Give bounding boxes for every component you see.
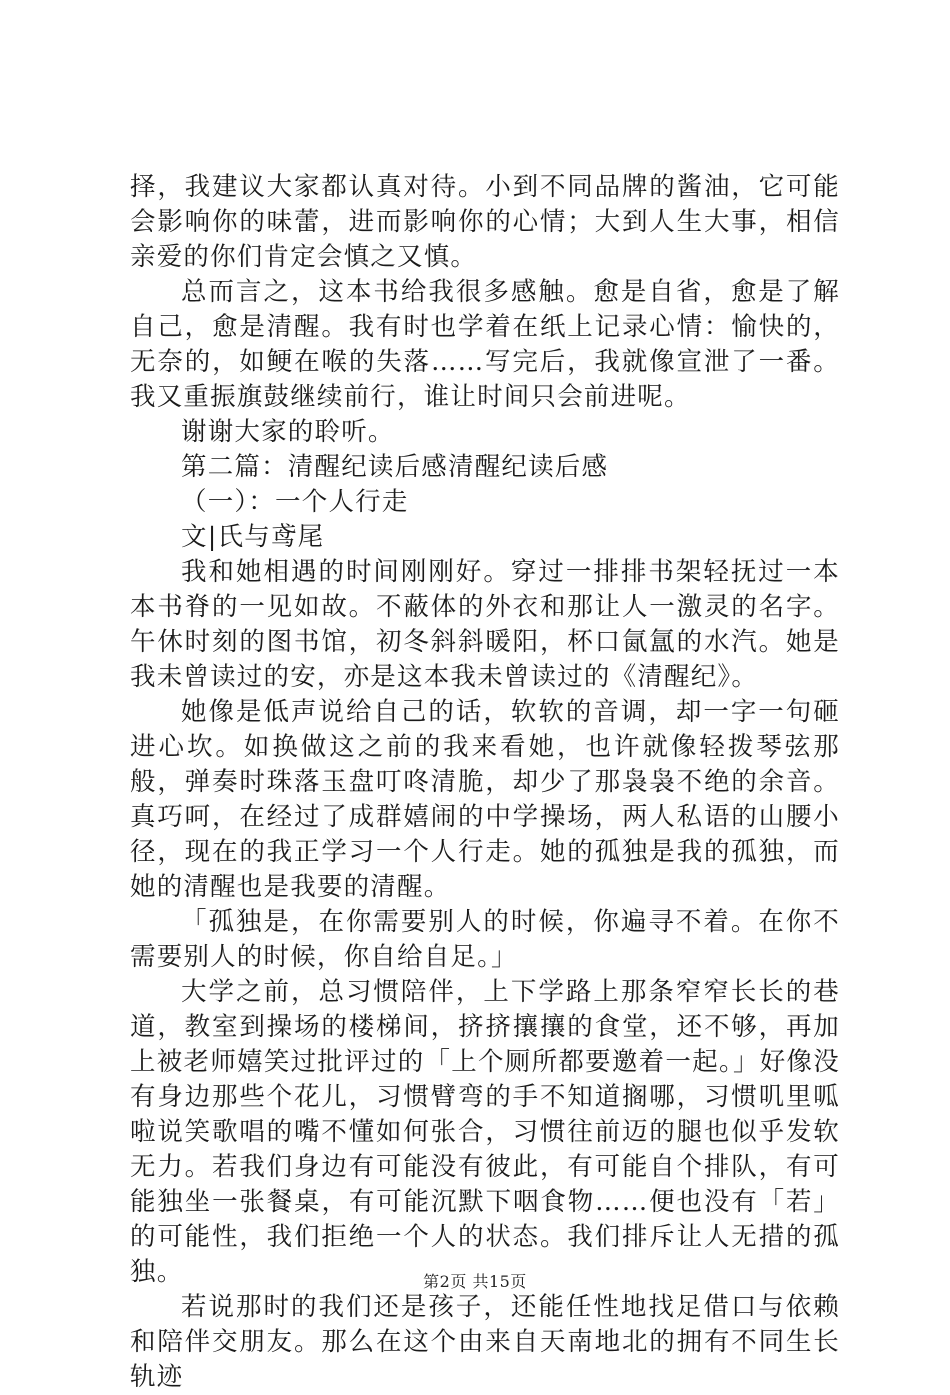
paragraph: 她像是低声说给自己的话，软软的音调，却一字一句砸进心坎。如换做这之前的我来看她，也许就像轻拨琴弦那般，弹奏时珠落玉盘叮咚清脆，却少了那袅袅不绝的余音。真巧呵，在经过了成群嬉闹的中学操场，两人私语的山腰小径，现在的我正学习一个人行走。她的孤独是我的孤独，而她的清醒也是我要的清醒。 (130, 697, 840, 902)
paragraph: 择，我建议大家都认真对待。小到不同品牌的酱油，它可能会影响你的味蕾，进而影响你的心情；大到人生大事，相信亲爱的你们肯定会慎之又慎。 (130, 172, 840, 272)
section-heading: 第二篇：清醒纪读后感清醒纪读后感 (181, 452, 609, 482)
quote-paragraph: 「孤独是，在你需要别人的时候，你遍寻不着。在你不需要别人的时候，你自给自足。」 (130, 907, 840, 972)
document-body (130, 170, 840, 1395)
paragraph: 总而言之，这本书给我很多感触。愈是自省，愈是了解自己，愈是清醒。我有时也学着在纸上记录心情：愉快的，无奈的，如鲠在喉的失落……写完后，我就像宣泄了一番。我又重振旗鼓继续前行，谁让时间只会前进呢。 (130, 277, 840, 412)
author-line: 文|氏与鸢尾 (181, 522, 325, 552)
subsection-heading: （一）：一个人行走 (181, 487, 409, 517)
paragraph: 若说那时的我们还是孩子，还能任性地找足借口与依赖和陪伴交朋友。那么在这个由来自天南地北的拥有不同生长轨迹 (130, 1292, 840, 1392)
paragraph: 我和她相遇的时间刚刚好。穿过一排排书架轻抚过一本本书脊的一见如故。不蔽体的外衣和那让人一激灵的名字。午休时刻的图书馆，初冬斜斜暖阳，杯口氤氲的水汽。她是我未曾读过的安，亦是这本我未曾读过的《清醒纪》。 (130, 557, 840, 692)
page-number-footer: 第2页 共15页 (423, 1272, 527, 1291)
paragraph: 大学之前，总习惯陪伴，上下学路上那条窄窄长长的巷道，教室到操场的楼梯间，挤挤攘攘的食堂，还不够，再加上被老师嬉笑过批评过的「上个厕所都要邀着一起。」好像没有身边那些个花儿，习惯臂弯的手不知道搁哪，习惯叽里呱啦说笑歌唱的嘴不懂如何张合，习惯往前迈的腿也似乎发软无力。若我们身边有可能没有彼此，有可能自个排队，有可能独坐一张餐桌，有可能沉默下咽食物……便也没有「若」的可能性，我们拒绝一个人的状态。我们排斥让人无措的孤独。 (130, 977, 840, 1287)
paragraph: 谢谢大家的聆听。 (181, 417, 395, 447)
